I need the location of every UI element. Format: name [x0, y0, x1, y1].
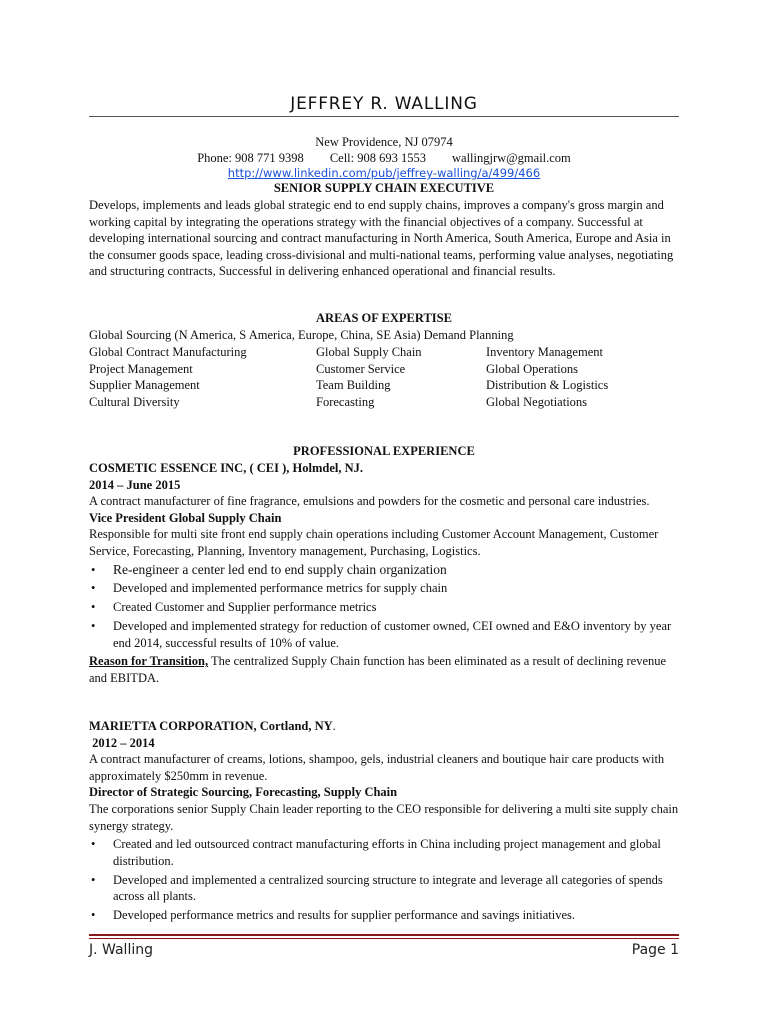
- list-item: • Developed and implemented a centralized sourcing structure to integrate and leverage all categories of spends across all plants.: [91, 872, 663, 904]
- company-name: MARIETTA CORPORATION, Cortland, NY: [89, 719, 333, 733]
- company-description: A contract manufacturer of creams, lotions, shampoo, gels, industrial cleaners and boutique hair care products with approximately $250mm in revenue.: [89, 752, 665, 783]
- email: wallingjrw@gmail.com: [452, 151, 571, 165]
- expertise-row: [89, 394, 679, 411]
- expertise-item: Supplier Management: [89, 378, 200, 393]
- job-responsibility: The corporations senior Supply Chain leader reporting to the CEO responsible for delivering a multi site supply chain synergy strategy.: [89, 801, 679, 833]
- list-item: • Developed performance metrics and results for supplier performance and savings initiatives.: [91, 907, 575, 922]
- list-item: • Re-engineer a center led end to end supply chain organization: [91, 561, 447, 577]
- address: New Providence, NJ 07974: [315, 135, 453, 149]
- page-number: Page 1: [631, 942, 679, 958]
- bullet-glyph: •: [91, 600, 96, 615]
- expertise-item: Distribution & Logistics: [486, 378, 609, 393]
- reason-text: The centralized Supply Chain function has been eliminated as a result of declining revenue and EBITDA.: [89, 654, 667, 685]
- expertise-row: [89, 377, 679, 394]
- expertise-item: Forecasting: [316, 395, 375, 410]
- bullet-glyph: •: [91, 562, 96, 577]
- bullet-glyph: •: [91, 618, 96, 633]
- linkedin-line: [0, 166, 768, 181]
- job-dates: 2014 – June 2015: [89, 477, 181, 492]
- footer-divider-thin: [89, 938, 679, 939]
- bullet-glyph: •: [91, 837, 96, 852]
- bullet-glyph: •: [91, 872, 96, 887]
- job-title: Director of Strategic Sourcing, Forecasting, Supply Chain: [89, 785, 398, 800]
- list-item: • Created and led outsourced contract manufacturing efforts in China including project management and global distribution.: [91, 837, 661, 868]
- candidate-name: JEFFREY R. WALLING: [290, 94, 478, 114]
- expertise-item: Team Building: [316, 378, 391, 393]
- summary-heading: SENIOR SUPPLY CHAIN EXECUTIVE: [273, 181, 495, 195]
- page-footer: [89, 942, 679, 958]
- expertise-item: Global Operations: [486, 361, 578, 376]
- header-divider: [89, 116, 679, 117]
- expertise-item: Global Contract Manufacturing: [89, 344, 247, 359]
- list-item: • Developed and implemented strategy for reduction of customer owned, CEI owned and E&O inventory by year end 2014, successful results of 10% of value.: [91, 618, 672, 650]
- expertise-heading: AREAS OF EXPERTISE: [316, 311, 452, 325]
- cell: Cell: 908 693 1553: [329, 151, 426, 165]
- transition-reason: [89, 653, 679, 686]
- phone: Phone: 908 771 9398: [197, 151, 304, 165]
- linkedin-link[interactable]: http://www.linkedin.com/pub/jeffrey-walling/a/499/466: [227, 166, 541, 180]
- expertise-list: [89, 327, 679, 411]
- job-cosmetic-essence: [89, 460, 679, 686]
- expertise-row: [89, 361, 679, 378]
- expertise-item: Global Sourcing (N America, S America, Europe, China, SE Asia) Demand Planning: [89, 328, 514, 342]
- job-responsibility: Responsible for multi site front end supply chain operations including Customer Account Management, Customer Service, Forecasting, Planning, Inventory management, Purchasing, Logistics.: [89, 527, 659, 558]
- job-title: Vice President Global Supply Chain: [89, 510, 282, 525]
- footer-divider: [89, 934, 679, 936]
- company-line: MARIETTA CORPORATION, Cortland, NY.: [89, 719, 336, 733]
- contact-line: [0, 151, 768, 166]
- expertise-item: Inventory Management: [486, 344, 603, 359]
- expertise-item: Global Supply Chain: [316, 344, 422, 359]
- list-item: • Created Customer and Supplier performance metrics: [91, 600, 377, 615]
- job-dates: 2012 – 2014: [89, 735, 155, 750]
- expertise-item: Cultural Diversity: [89, 395, 180, 410]
- expertise-row: [89, 344, 679, 361]
- expertise-row: [89, 327, 679, 344]
- summary-text: Develops, implements and leads global strategic end to end supply chains, improves a company's gross margin and working capital by integrating the operations strategy with the financial objectives of a company. Successful at developing international sourcing and contract manufacturing in North America, South America, Europe and Asia in the consumer goods space, leading cross-divisional and multi-national teams, performing value analyses, negotiating and structuring contracts, Successful in delivering enhanced operational and financial results.: [89, 198, 674, 279]
- expertise-item: Global Negotiations: [486, 395, 588, 410]
- reason-label: Reason for Transition,: [89, 654, 209, 669]
- company-description: A contract manufacturer of fine fragrance, emulsions and powders for the cosmetic and personal care industries.: [89, 494, 650, 509]
- expertise-item: Project Management: [89, 361, 193, 376]
- company-name: COSMETIC ESSENCE INC, ( CEI ), Holmdel, NJ.: [89, 461, 363, 475]
- bullet-glyph: •: [91, 581, 96, 596]
- achievements-list: [89, 562, 679, 652]
- bullet-glyph: •: [91, 907, 96, 922]
- achievements-list: [89, 836, 679, 923]
- footer-author: J. Walling: [89, 942, 153, 958]
- expertise-item: Customer Service: [316, 361, 406, 376]
- job-marietta: [89, 718, 679, 926]
- list-item: • Developed and implemented performance metrics for supply chain: [91, 581, 448, 596]
- experience-heading: PROFESSIONAL EXPERIENCE: [293, 444, 475, 458]
